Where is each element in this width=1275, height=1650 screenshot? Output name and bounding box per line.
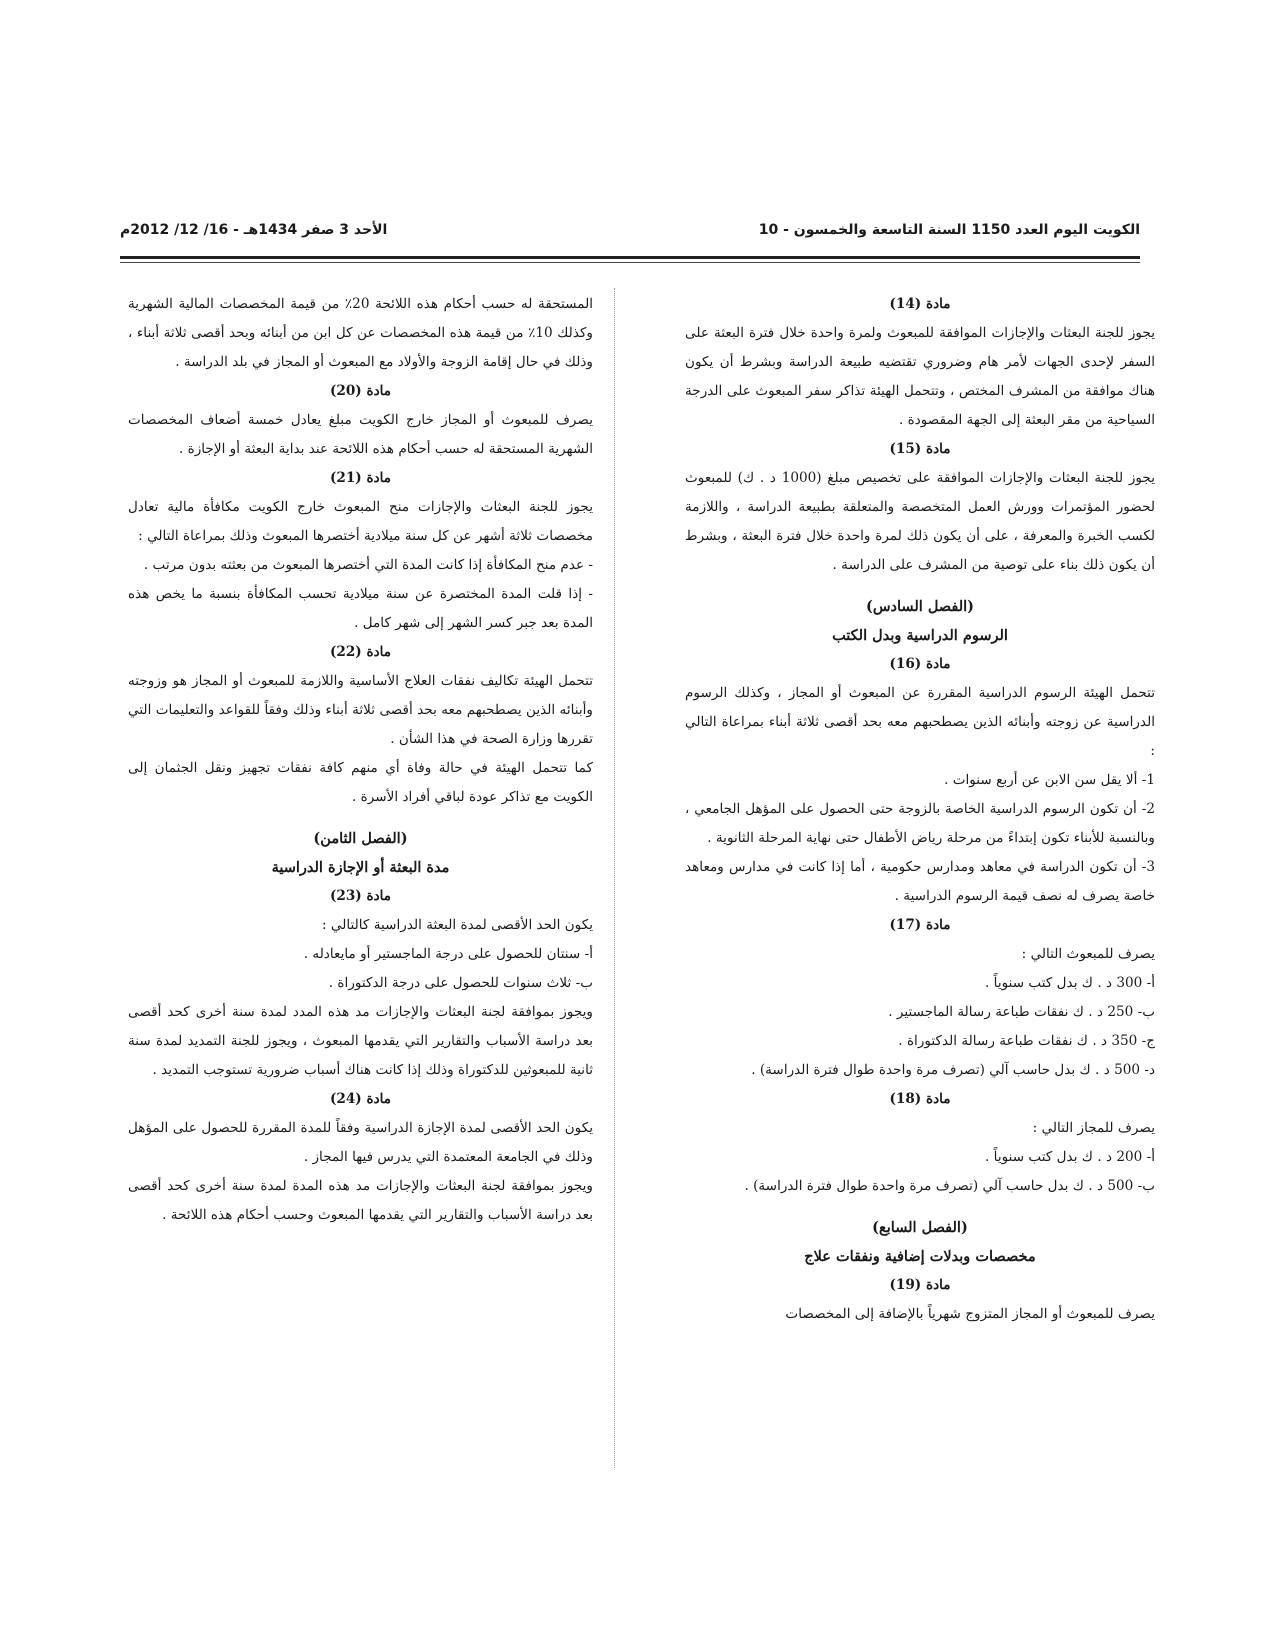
article-heading: مادة (15) (889, 441, 951, 457)
paragraph: تتحمل الهيئة تكاليف نفقات العلاج الأساسية واللازمة للمبعوث أو المجاز هو وزوجته وأبنائه الذين يصطحبهم معه بحد أقصى ثلاثة أبناء وذلك وفقاً للقواعد والتعليمات التي تقررها وزارة الصحة في هذا الشأن . (128, 673, 593, 747)
paragraph: ب- 500 د . ك بدل حاسب آلي (تصرف مرة واحدة طوال فترة الدراسة) . (744, 1178, 1155, 1194)
paragraph: يصرف للمبعوث أو المجاز المتزوج شهرياً بالإضافة إلى المخصصات (785, 1306, 1155, 1322)
paragraph: ويجوز بموافقة لجنة البعثات والإجازات مد هذه المدد لمدة سنة أخرى كحد أقصى بعد دراسة الأسباب والتقارير التي يقدمها المبعوث ، ويجوز للجنة التمديد لمدة سنة ثانية للمبعوثين للدكتوراة وذلك إذا كانت هناك أسباب ضرورية تستوجب التمديد . (128, 1004, 593, 1078)
paragraph: ويجوز بموافقة لجنة البعثات والإجازات مد هذه المدة لمدة سنة أخرى كحد أقصى بعد دراسة الأسباب والتقارير التي يقدمها المبعوث وحسب أحكام هذه اللائحة . (128, 1178, 593, 1223)
article-heading: مادة (16) (889, 656, 951, 672)
chapter-heading: (الفصل السابع) (872, 1219, 968, 1236)
article-heading: مادة (19) (889, 1277, 951, 1293)
paragraph: يصرف للمبعوث أو المجاز خارج الكويت مبلغ يعادل خمسة أضعاف المخصصات الشهرية المستحقة له حسب أحكام هذه اللائحة عند بداية البعثة أو الإجازة . (128, 412, 593, 457)
article-heading: مادة (23) (329, 888, 392, 904)
paragraph: يصرف للمبعوث التالي : (1021, 946, 1155, 962)
paragraph: ب- 250 د . ك نفقات طباعة رسالة الماجستير . (888, 1004, 1155, 1020)
gazette-issue-info: الكويت اليوم العدد 1150 السنة التاسعة والخمسون - 10 (758, 222, 1140, 238)
chapter-heading: مدة البعثة أو الإجازة الدراسية (271, 859, 450, 876)
paragraph: كما تتحمل الهيئة في حالة وفاة أي منهم كافة نفقات تجهيز ونقل الجثمان إلى الكويت مع تذاكر عودة لباقي أفراد الأسرة . (128, 760, 593, 805)
column-divider (614, 288, 615, 1468)
paragraph: يجوز للجنة البعثات والإجازات منح المبعوث خارج الكويت مكافأة مالية تعادل مخصصات ثلاثة أشهر عن كل سنة ميلادية أختصرها المبعوث وذلك بمراعاة التالي : (128, 499, 593, 544)
article-heading: مادة (17) (889, 917, 951, 933)
article-heading: مادة (18) (889, 1091, 951, 1107)
paragraph: يكون الحد الأقصى لمدة الإجازة الدراسية وفقاً للمدة المقررة للحصول على المؤهل وذلك في الجامعة المعتمدة التي يدرس فيها المجاز . (128, 1120, 593, 1165)
paragraph: يصرف للمجاز التالي : (1032, 1120, 1155, 1136)
article-heading: مادة (22) (329, 644, 392, 660)
paragraph: يجوز للجنة البعثات والإجازات الموافقة للمبعوث ولمرة واحدة خلال فترة البعثة على السفر لإحدى الجهات لأمر هام وضروري تقتضيه طبيعة الدراسة وبشرط أن يكون هناك موافقة من المشرف المختص ، وتتحمل الهيئة تذاكر سفر المبعوث على الدرجة السياحية من مقر البعثة إلى الجهة المقصودة . (685, 325, 1155, 428)
paragraph: يجوز للجنة البعثات والإجازات الموافقة على تخصيص مبلغ (1000 د . ك) للمبعوث لحضور المؤتمرات وورش العمل المتخصصة والمتعلقة بطبيعة الدراسة ، واللازمة لكسب الخبرة والمعرفة ، على أن يكون ذلك لمرة واحدة خلال فترة البعثة ، وبشرط أن يكون ذلك بناء على توصية من المشرف على الدراسة . (685, 470, 1155, 573)
paragraph: 1- ألا يقل سن الابن عن أربع سنوات . (944, 772, 1155, 788)
paragraph: - عدم منح المكافأة إذا كانت المدة التي أختصرها المبعوث من بعثته بدون مرتب . (143, 557, 593, 573)
chapter-heading: (الفصل السادس) (865, 598, 975, 615)
paragraph: - إذا قلت المدة المختصرة عن سنة ميلادية تحسب المكافأة بنسبة ما يخص هذه المدة بعد جبر كسر الشهر إلى شهر كامل . (128, 586, 593, 631)
paragraph: المستحقة له حسب أحكام هذه اللائحة 20٪ من قيمة المخصصات المالية الشهرية وكذلك 10٪ من قيمة هذه المخصصات عن كل ابن من أبنائه وبحد أقصى ثلاثة أبناء ، وذلك في حال إقامة الزوجة والأولاد مع المبعوث أو المجاز في بلد الدراسة . (128, 296, 593, 370)
right-column (685, 290, 1155, 1329)
article-heading: مادة (14) (889, 296, 951, 312)
paragraph: أ- 200 د . ك بدل كتب سنوياً . (985, 1149, 1155, 1165)
chapter-heading: (الفصل الثامن) (313, 830, 408, 847)
article-heading: مادة (24) (329, 1091, 392, 1107)
article-heading: مادة (21) (329, 470, 392, 486)
paragraph: أ- سنتان للحصول على درجة الماجستير أو مايعادله . (303, 946, 593, 962)
paragraph: تتحمل الهيئة الرسوم الدراسية المقررة عن المبعوث أو المجاز ، وكذلك الرسوم الدراسية عن زوجته وأبنائه الذين يصطحبهم معه بحد أقصى ثلاثة أبناء بمراعاة التالي : (685, 685, 1155, 759)
left-column (128, 290, 593, 1230)
paragraph: 3- أن تكون الدراسة في معاهد ومدارس حكومية ، أما إذا كانت في مدارس ومعاهد خاصة يصرف له نصف قيمة الرسوم الدراسية . (685, 859, 1155, 904)
paragraph: ج- 350 د . ك نفقات طباعة رسالة الدكتوراة . (898, 1033, 1155, 1049)
article-heading: مادة (20) (329, 383, 392, 399)
chapter-heading: مخصصات وبدلات إضافية ونفقات علاج (804, 1248, 1036, 1265)
paragraph: د- 500 د . ك بدل حاسب آلي (تصرف مرة واحدة طوال فترة الدراسة) . (751, 1062, 1155, 1078)
page-header (120, 222, 1140, 250)
header-rule (120, 256, 1140, 263)
issue-date: الأحد 3 صفر 1434هـ - 16/ 12/ 2012م (120, 222, 388, 238)
chapter-heading: الرسوم الدراسية وبدل الكتب (832, 627, 1008, 644)
paragraph: أ- 300 د . ك بدل كتب سنوياً . (985, 975, 1155, 991)
paragraph: 2- أن تكون الرسوم الدراسية الخاصة بالزوجة حتى الحصول على المؤهل الجامعي ، وبالنسبة للأبناء تكون إبتداءً من مرحلة رياض الأطفال حتى نهاية المرحلة الثانوية . (685, 801, 1155, 846)
paragraph: يكون الحد الأقصى لمدة البعثة الدراسية كالتالي : (322, 917, 593, 933)
paragraph: ب- ثلاث سنوات للحصول على درجة الدكتوراة . (328, 975, 593, 991)
